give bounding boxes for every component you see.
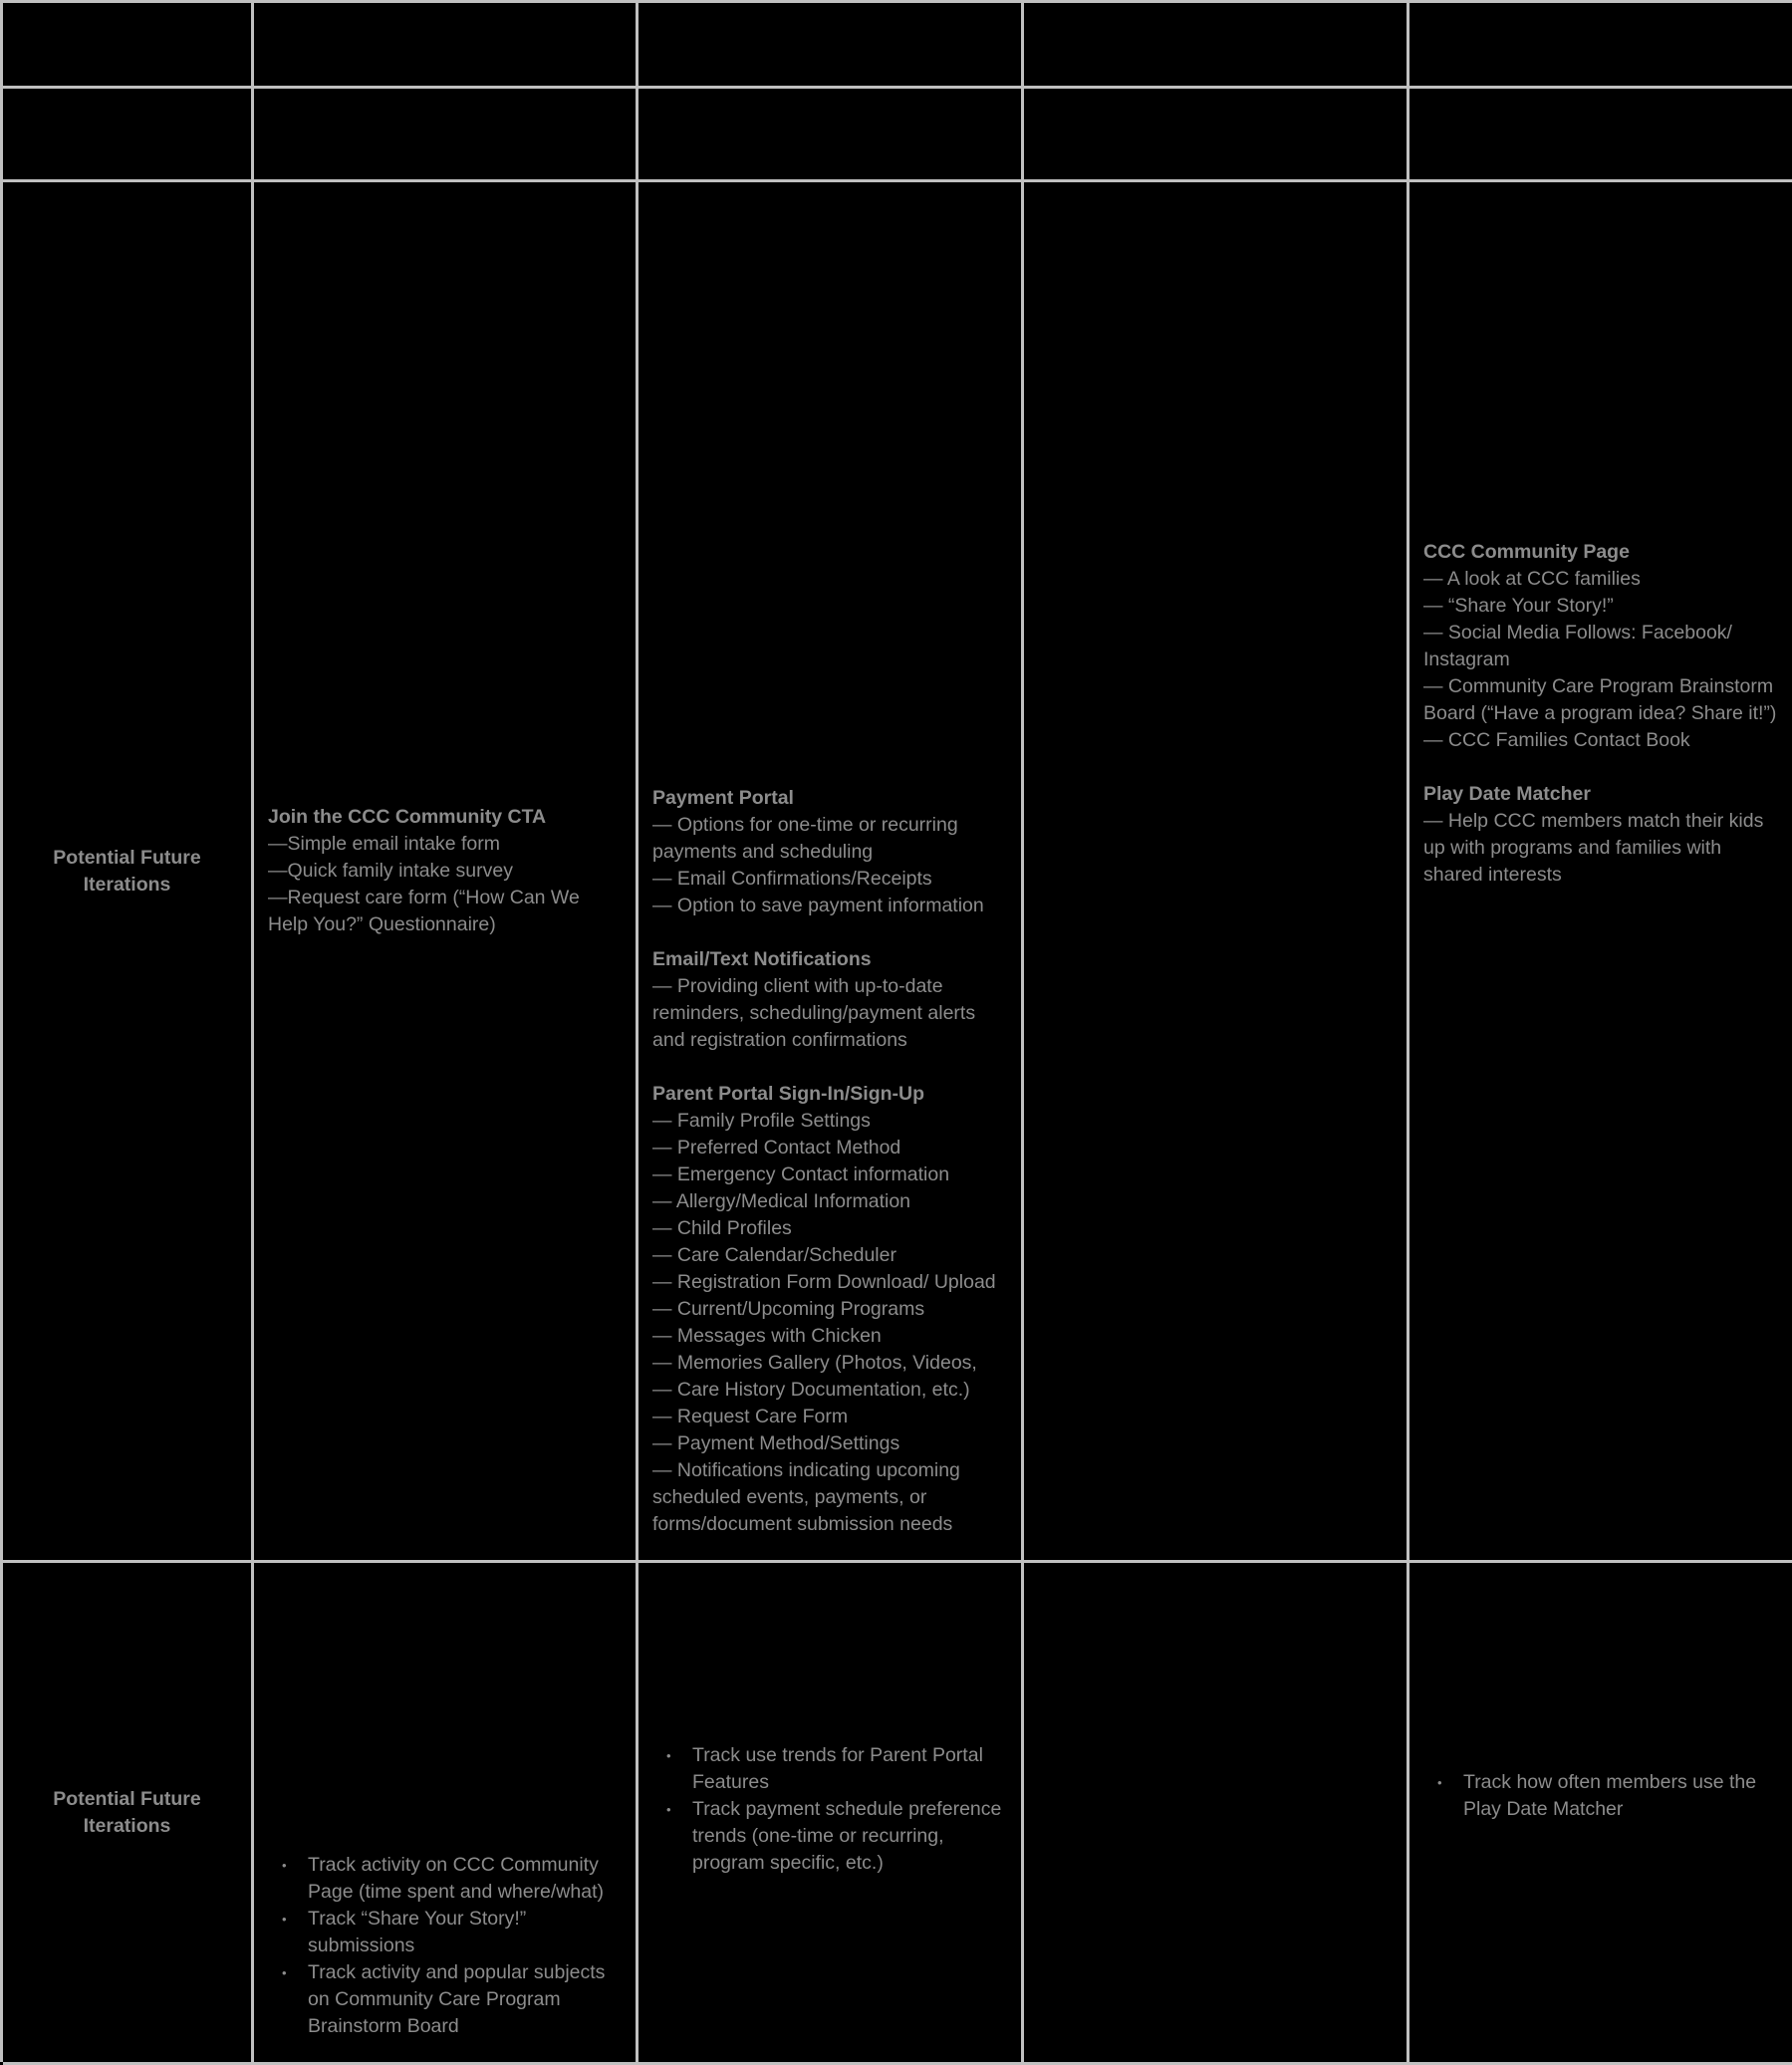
section-title: Parent Portal Sign-In/Sign-Up	[652, 1083, 925, 1105]
section-line: — Options for one-time or recurring payments and scheduling	[652, 814, 958, 863]
section-line: — Preferred Contact Method	[652, 1137, 901, 1159]
section-line: — Option to save payment information	[652, 895, 984, 916]
header-cell-2-4	[1024, 89, 1409, 182]
tracking-cell-empty	[1024, 1563, 1409, 2065]
section-line: — Care Calendar/Scheduler	[652, 1244, 896, 1266]
section-line: — Allergy/Medical Information	[652, 1190, 911, 1212]
row-label-text: Potential Future Iterations	[53, 1787, 201, 1837]
header-cell-1-4	[1024, 3, 1409, 89]
section-email-text-notifications	[652, 946, 1007, 1054]
section-title: CCC Community Page	[1423, 541, 1630, 563]
tracking-cell-community	[254, 1563, 639, 2065]
header-cell-2-5	[1409, 89, 1792, 182]
section-line: — Providing client with up-to-date reminders, scheduling/payment alerts and registration confirmations	[652, 975, 976, 1051]
section-line: —Simple email intake form	[268, 833, 500, 855]
tracking-cell-parent-portal	[639, 1563, 1024, 2065]
bullet-list	[268, 1852, 622, 2040]
section-line: — Help CCC members match their kids up with programs and families with shared interests	[1423, 810, 1764, 886]
section-line: — Child Profiles	[652, 1217, 792, 1239]
section-line: — Social Media Follows: Facebook/ Instagram	[1423, 622, 1732, 670]
section-play-date-matcher	[1423, 781, 1778, 889]
section-title: Play Date Matcher	[1423, 783, 1591, 805]
section-title: Payment Portal	[652, 787, 794, 809]
header-cell-1-5	[1409, 3, 1792, 89]
row-label-features	[3, 182, 254, 1563]
bullet-item: • Track use trends for Parent Portal Features	[692, 1742, 1007, 1796]
features-cell-community-cta	[254, 182, 639, 1563]
row-label-text: Potential Future Iterations	[53, 846, 201, 896]
bullet-item: • Track activity and popular subjects on Community Care Program Brainstorm Board	[308, 1959, 622, 2040]
bullet-item: • Track payment schedule preference trends (one-time or recurring, program specific, etc.)	[692, 1796, 1007, 1877]
section-payment-portal	[652, 785, 1007, 919]
tracking-cell-play-date	[1409, 1563, 1792, 2065]
section-line: — Care History Documentation, etc.)	[652, 1379, 970, 1401]
bullet-item: • Track “Share Your Story!” submissions	[308, 1906, 622, 1959]
section-line: — Emergency Contact information	[652, 1163, 950, 1185]
section-line: —Request care form (“How Can We Help You?” Questionnaire)	[268, 887, 580, 935]
bullet-item: • Track activity on CCC Community Page (time spent and where/what)	[308, 1852, 622, 1906]
section-line: — Email Confirmations/Receipts	[652, 868, 932, 890]
bullet-list	[1423, 1769, 1778, 1823]
section-line: — Memories Gallery (Photos, Videos,	[652, 1352, 977, 1374]
section-title: Join the CCC Community CTA	[268, 806, 547, 828]
section-line: — A look at CCC families	[1423, 568, 1641, 590]
row-label-tracking	[3, 1563, 254, 2065]
header-cell-1-3	[639, 3, 1024, 89]
section-line: — Family Profile Settings	[652, 1110, 871, 1132]
section-line: —Quick family intake survey	[268, 860, 513, 882]
header-cell-1-2	[254, 3, 639, 89]
section-line: — CCC Families Contact Book	[1423, 729, 1690, 751]
section-ccc-community-page	[1423, 539, 1778, 754]
features-cell-empty	[1024, 182, 1409, 1563]
section-line: — Messages with Chicken	[652, 1325, 882, 1347]
section-title: Email/Text Notifications	[652, 948, 872, 970]
section-parent-portal-signin	[652, 1081, 1007, 1538]
header-cell-2-3	[639, 89, 1024, 182]
header-cell-2-1	[3, 89, 254, 182]
bullet-item: • Track how often members use the Play Date Matcher	[1463, 1769, 1778, 1823]
bullet-list	[652, 1742, 1007, 1877]
features-cell-community-page	[1409, 182, 1792, 1563]
section-line: — Current/Upcoming Programs	[652, 1298, 925, 1320]
section-line: — Registration Form Download/ Upload	[652, 1271, 996, 1293]
header-cell-1-1	[3, 3, 254, 89]
section-join-community-cta	[268, 804, 622, 938]
section-line: — Payment Method/Settings	[652, 1432, 900, 1454]
section-line: — Notifications indicating upcoming scheduled events, payments, or forms/document submission needs	[652, 1459, 960, 1535]
section-line: — Request Care Form	[652, 1406, 849, 1427]
header-cell-2-2	[254, 89, 639, 182]
section-line: — Community Care Program Brainstorm Board (“Have a program idea? Share it!”)	[1423, 675, 1777, 724]
features-cell-parent-portal	[639, 182, 1024, 1563]
section-line: — “Share Your Story!”	[1423, 595, 1614, 617]
